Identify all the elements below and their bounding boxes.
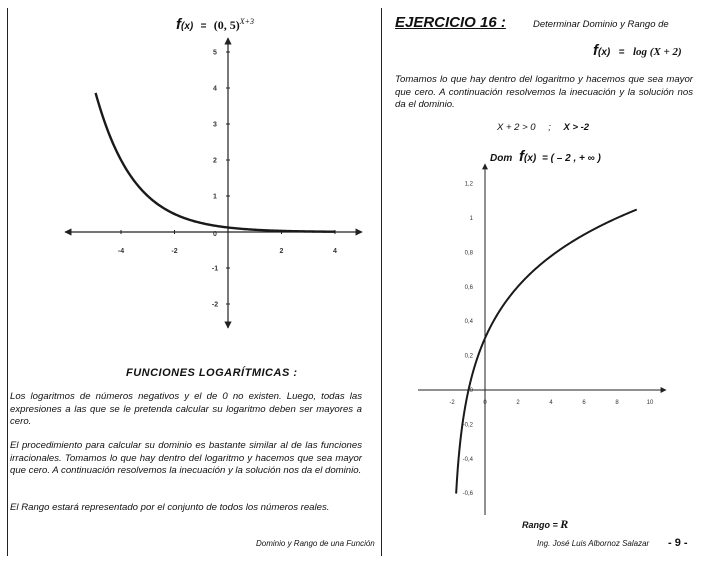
domain-f: f (519, 148, 525, 165)
range-result (522, 517, 568, 532)
right-y-tick-label: 1 (469, 216, 473, 222)
inequality-separator: ; (548, 122, 551, 133)
left-formula-arg: (x) (181, 21, 194, 32)
left-y-tick-label: 5 (213, 49, 217, 57)
right-x-tick-label: 10 (646, 400, 654, 406)
left-x-tick-label: 0 (213, 231, 217, 238)
page-number: - 9 - (668, 537, 688, 549)
right-y-tick-label: 0,8 (464, 250, 473, 257)
inequality: X + 2 > 0 (497, 122, 536, 133)
left-y-tick-label: 3 (213, 121, 217, 129)
right-log-curve (456, 210, 637, 494)
right-y-tick-label: 0 (469, 388, 473, 394)
right-x-tick-label: -2 (449, 400, 455, 406)
right-formula-eq: = (618, 47, 625, 58)
left-x-tick-label: -4 (117, 248, 125, 255)
domain-arg: (x) (524, 153, 537, 164)
right-paragraph: Tomamos lo que hay dentro del logaritmo y hacemos que sea mayor que cero. A continuación resolvemos la inecuación y la solución nos da el dominio. (395, 74, 693, 111)
right-x-tick-label: 4 (549, 400, 553, 406)
right-formula-rhs: log (X + 2) (632, 46, 682, 58)
domain-value: = ( – 2 , + ∞ ) (542, 153, 601, 164)
left-paragraph-3: El Rango estará representado por el conjunto de todos los números reales. (10, 502, 330, 513)
right-y-tick-label: 1,2 (464, 181, 473, 188)
inequality-solution: X > -2 (563, 122, 590, 133)
right-x-tick-label: 8 (615, 400, 619, 406)
exercise-task: Determinar Dominio y Rango de (533, 19, 669, 30)
left-section-title: FUNCIONES LOGARÍTMICAS : (126, 367, 298, 379)
left-x-tick-label: -2 (171, 248, 178, 255)
right-y-tick-label: 0,4 (464, 319, 473, 326)
left-y-tick-label: -2 (211, 301, 219, 309)
left-formula-eq: = (200, 21, 207, 32)
range-label: Rango = (522, 520, 558, 530)
range-value: R (560, 517, 569, 531)
right-y-tick-label: -0,2 (462, 422, 473, 429)
left-formula-f: f (176, 16, 181, 33)
exercise-title: EJERCICIO 16 : (395, 14, 506, 31)
left-x-tick-label: 4 (333, 248, 337, 255)
right-x-tick-label: 0 (483, 400, 487, 406)
left-footer: Dominio y Rango de una Función (256, 539, 375, 548)
right-x-tick-label: 2 (516, 400, 520, 406)
right-y-tick-label: -0,6 (462, 491, 473, 498)
left-paragraph-1: Los logaritmos de números negativos y el de 0 no existen. Luego, todas las expresiones a las que se le pretenda calcular su logaritmo deben ser mayores a cero. (10, 391, 362, 428)
author-footer: Ing. José Luis Albornoz Salazar (537, 539, 650, 548)
left-y-tick-label: 4 (213, 85, 217, 93)
left-formula-exponent: X+3 (239, 17, 255, 26)
left-y-tick-label: 2 (213, 157, 217, 165)
right-y-tick-label: 0,6 (464, 284, 473, 291)
left-y-tick-label: -1 (211, 265, 219, 273)
left-y-tick-label: 1 (213, 193, 217, 201)
right-y-tick-label: 0,2 (464, 353, 473, 360)
right-x-tick-label: 6 (582, 400, 586, 406)
right-formula-arg: (x) (598, 47, 611, 58)
right-formula-f: f (593, 42, 598, 59)
right-y-tick-label: -0,4 (462, 456, 473, 463)
left-formula-base: (0, 5) (213, 18, 240, 32)
left-x-tick-label: 2 (279, 248, 284, 255)
domain-label: Dom (490, 153, 513, 164)
left-paragraph-2: El procedimiento para calcular su dominio es bastante similar al de las funciones irracionales. Tomamos lo que hay dentro del logaritmo y hacemos que sea mayor que cero. A continuación resolvemos la inecuación y la solución nos da el dominio. (10, 440, 362, 477)
